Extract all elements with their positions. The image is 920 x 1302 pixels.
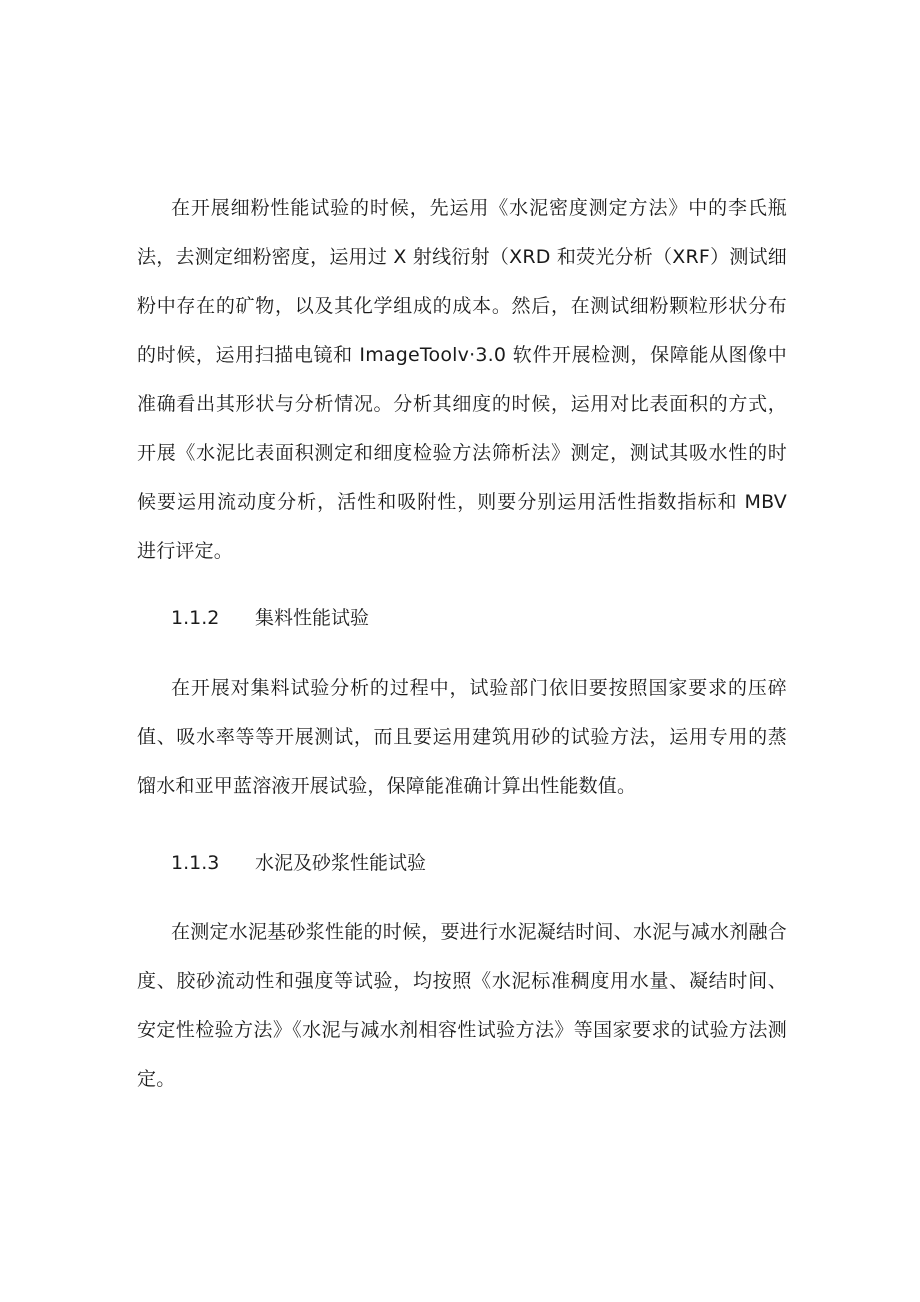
section-title: 水泥及砂浆性能试验 [255, 852, 427, 874]
section-title: 集料性能试验 [255, 607, 370, 629]
section-heading-1-1-2 [171, 603, 369, 633]
paragraph-aggregate-test: 在开展对集料试验分析的过程中，试验部门依旧要按照国家要求的压碎值、吸水率等等开展测试，而且要运用建筑用砂的试验方法，运用专用的蒸馏水和亚甲蓝溶液开展试验，保障能准确计算出性能数值。 [137, 677, 787, 797]
section-number: 1.1.2 [171, 607, 220, 629]
paragraph-fine-powder-test: 在开展细粉性能试验的时候，先运用《水泥密度测定方法》中的李氏瓶法，去测定细粉密度，运用过 X 射线衍射（XRD 和荧光分析（XRF）测试细粉中存在的矿物，以及其化学组成的成本。然后，在测试细粉颗粒形状分布的时候，运用扫描电镜和 ImageToolv·3.0 软件开展检测，保障能从图像中准确看出其形状与分析情况。分析其细度的时候，运用对比表面积的方式，开展《水泥比表面积测定和细度检验方法筛析法》测定，测试其吸水性的时候要运用流动度分析，活性和吸附性，则要分别运用活性指数指标和 MBV 进行评定。 [137, 197, 787, 562]
section-number: 1.1.3 [171, 852, 220, 874]
paragraph-cement-mortar-test: 在测定水泥基砂浆性能的时候，要进行水泥凝结时间、水泥与减水剂融合度、胶砂流动性和强度等试验，均按照《水泥标准稠度用水量、凝结时间、安定性检验方法》《水泥与减水剂相容性试验方法》等国家要求的试验方法测定。 [137, 921, 787, 1090]
section-heading-1-1-3 [171, 848, 426, 878]
